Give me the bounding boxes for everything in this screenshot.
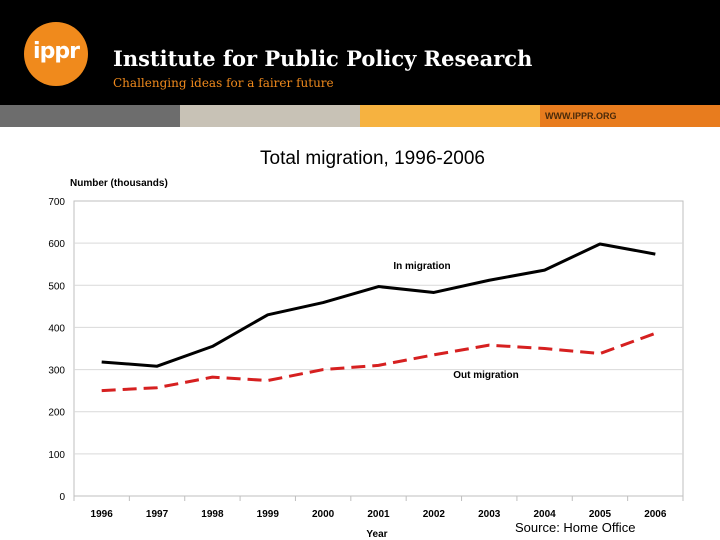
x-tick-label: 1996	[90, 509, 113, 520]
y-tick-label: 300	[48, 365, 65, 377]
x-tick-label: 2003	[478, 509, 501, 520]
x-tick-label: 2001	[367, 509, 390, 520]
website-link[interactable]: WWW.IPPR.ORG	[545, 111, 617, 121]
y-tick-label: 400	[48, 323, 65, 335]
y-tick-label: 700	[48, 197, 65, 208]
x-tick-label: 1999	[256, 509, 279, 520]
x-tick-label: 2006	[644, 509, 667, 520]
x-tick-label: 2005	[588, 509, 612, 520]
series-label-in-migration: In migration	[393, 261, 451, 272]
source-note: Source: Home Office	[515, 520, 636, 535]
series-line-in-migration	[102, 244, 656, 366]
x-tick-label: 2000	[312, 509, 335, 520]
series-lines	[102, 244, 656, 391]
gridlines	[74, 243, 683, 454]
plot-frame	[74, 201, 683, 496]
y-tick-label: 600	[48, 239, 65, 251]
x-tick-label: 2004	[533, 509, 556, 520]
tagline: Challenging ideas for a fairer future	[113, 76, 334, 90]
x-axis-label: Year	[366, 529, 388, 540]
x-tick-label: 1997	[145, 509, 169, 520]
y-tick-label: 100	[48, 449, 65, 461]
y-tick-label: 200	[48, 407, 65, 419]
x-tick-label: 1998	[201, 509, 224, 520]
y-axis-label: Number (thousands)	[70, 178, 168, 189]
slide-title: Total migration, 1996-2006	[260, 148, 485, 169]
series-label-out-migration: Out migration	[453, 370, 519, 381]
logo-text: ippr	[33, 38, 79, 64]
x-tick-label: 2002	[422, 509, 445, 520]
series-line-out-migration	[102, 333, 656, 390]
y-tick-label: 500	[48, 281, 65, 293]
org-name: Institute for Public Policy Research	[113, 46, 533, 71]
axis-ticks	[48, 197, 683, 520]
y-tick-label: 0	[59, 492, 65, 503]
